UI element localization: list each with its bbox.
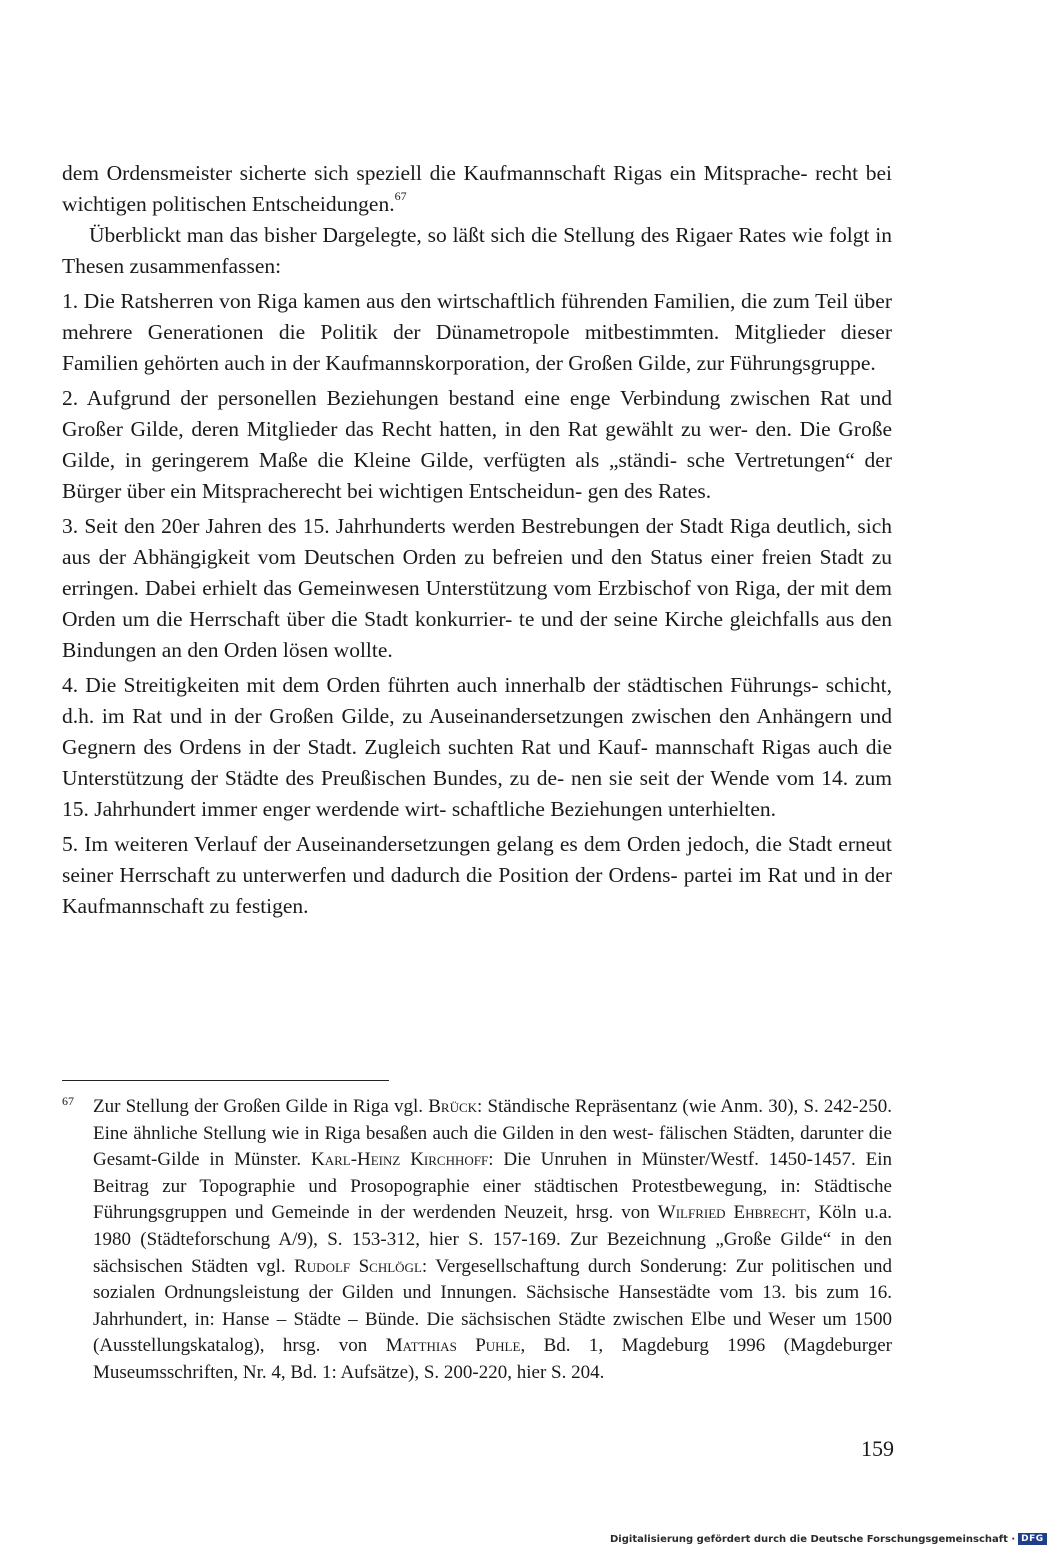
author-name: Karl-Heinz Kirchhoff (310, 1149, 489, 1171)
digitization-banner (610, 1533, 1044, 1549)
author-name: Matthias Puhle (385, 1335, 521, 1357)
author-name: Wilfried Ehbrecht (657, 1202, 806, 1224)
paragraph-summary-intro: Überblickt man das bisher Dargelegte, so läßt sich die Stellung des Rigaer Rates wie folgt in Thesen zusammenfassen: (62, 223, 892, 278)
paragraph-continuation: dem Ordensmeister sicherte sich speziell die Kaufmannschaft Rigas ein Mitsprache- recht bei wichtigen politischen Entscheidungen.$^{67}$ (62, 161, 892, 216)
dfg-logo: DFG (1018, 1533, 1047, 1545)
author-name: Brück (428, 1096, 478, 1117)
banner-text: Digitalisierung gefördert durch die Deutsche Forschungsgemeinschaft · (610, 1534, 1016, 1545)
author-name: Rudolf Schlögl (294, 1255, 422, 1277)
footnote-number: 67 (62, 1094, 74, 1108)
thesis-3: 3. Seit den 20er Jahren des 15. Jahrhunderts werden Bestrebungen der Stadt Riga deutlich, sich aus der Abhängigkeit vom Deutschen Orden zu befreien und den Status einer freien Stadt zu erringen. Dabei erhielt das Gemeinwesen Unterstützung vom Erzbischof von Riga, der mit dem Orden um die Herrschaft über die Stadt konkurrier- te und der seine Kirche gleichfalls aus den Bindungen an den Orden lösen wollte. (62, 514, 892, 662)
thesis-4: 4. Die Streitigkeiten mit dem Orden führten auch innerhalb der städtischen Führungs- schicht, d.h. im Rat und in der Großen Gilde, zu Auseinandersetzungen zwischen den Anhängern und Gegnern des Ordens in der Stadt. Zugleich suchten Rat und Kauf- mannschaft Rigas auch die Unterstützung der Städte des Preußischen Bundes, zu de- nen sie seit der Wende vom 14. zum 15. Jahrhundert immer enger werdende wirt- schaftliche Beziehungen unterhielten. (62, 673, 892, 821)
thesis-5: 5. Im weiteren Verlauf der Auseinandersetzungen gelang es dem Orden jedoch, die Stadt erneut seiner Herrschaft zu unterwerfen und dadurch die Position der Ordens- partei im Rat und in der Kaufmannschaft zu festigen. (62, 832, 892, 918)
thesis-2: 2. Aufgrund der personellen Beziehungen bestand eine enge Verbindung zwischen Rat und Großer Gilde, deren Mitglieder das Recht hatten, in den Rat gewählt zu wer- den. Die Große Gilde, in geringerem Maße die Kleine Gilde, verfügten als „ständi- sche Vertretungen“ der Bürger über ein Mitspracherecht bei wichtigen Entscheidun- gen des Rates. (62, 386, 892, 503)
thesis-1: 1. Die Ratsherren von Riga kamen aus den wirtschaftlich führenden Familien, die zum Teil über mehrere Generationen die Politik der Dünametropole mitbestimmten. Mitglieder dieser Familien gehörten auch in der Kaufmannskorporation, der Großen Gilde, zur Führungsgruppe. (62, 289, 892, 375)
page-number: 159 (861, 1436, 894, 1461)
footnote-reference: 67 (394, 189, 407, 203)
footnote-text: Zur Stellung der Großen Gilde in Riga vgl. Brück: Ständische Repräsentanz (wie Anm. 30), S. 242-250. Eine ähnliche Stellung wie in Riga besaßen auch die Gilden in den west- fälischen Städten, darunter die Gesamt-Gilde in Münster. Karl-Heinz Kirchhoff: Die Unruhen in Münster/Westf. 1450-1457. Ein Beitrag zur Topographie und Prosopographie einer städtischen Protestbewegung, in: Städtische Führungsgruppen und Gemeinde in der werdenden Neuzeit, hrsg. von Wilfried Ehbrecht, Köln u.a. 1980 (Städteforschung A/9), S. 153-312, hier S. 157-169. Zur Bezeichnung „Große Gilde“ in den sächsischen Städten vgl. Rudolf Schlögl: Vergesellschaftung durch Sonderung: Zur politischen und sozialen Ordnungsleistung der Gilden und Innungen. Sächsische Hansestädte vom 13. bis zum 16. Jahrhundert, in: Hanse – Städte – Bünde. Die sächsischen Städte zwischen Elbe und Weser um 1500 (Ausstellungskatalog), hrsg. von Matthias Puhle, Bd. 1, Magdeburg 1996 (Magdeburger Museumsschriften, Nr. 4, Bd. 1: Aufsätze), S. 200-220, hier S. 204. (93, 1096, 893, 1383)
main-text (62, 158, 892, 922)
footnote-separator (62, 1080, 389, 1081)
footnote-67 (62, 1094, 892, 1387)
